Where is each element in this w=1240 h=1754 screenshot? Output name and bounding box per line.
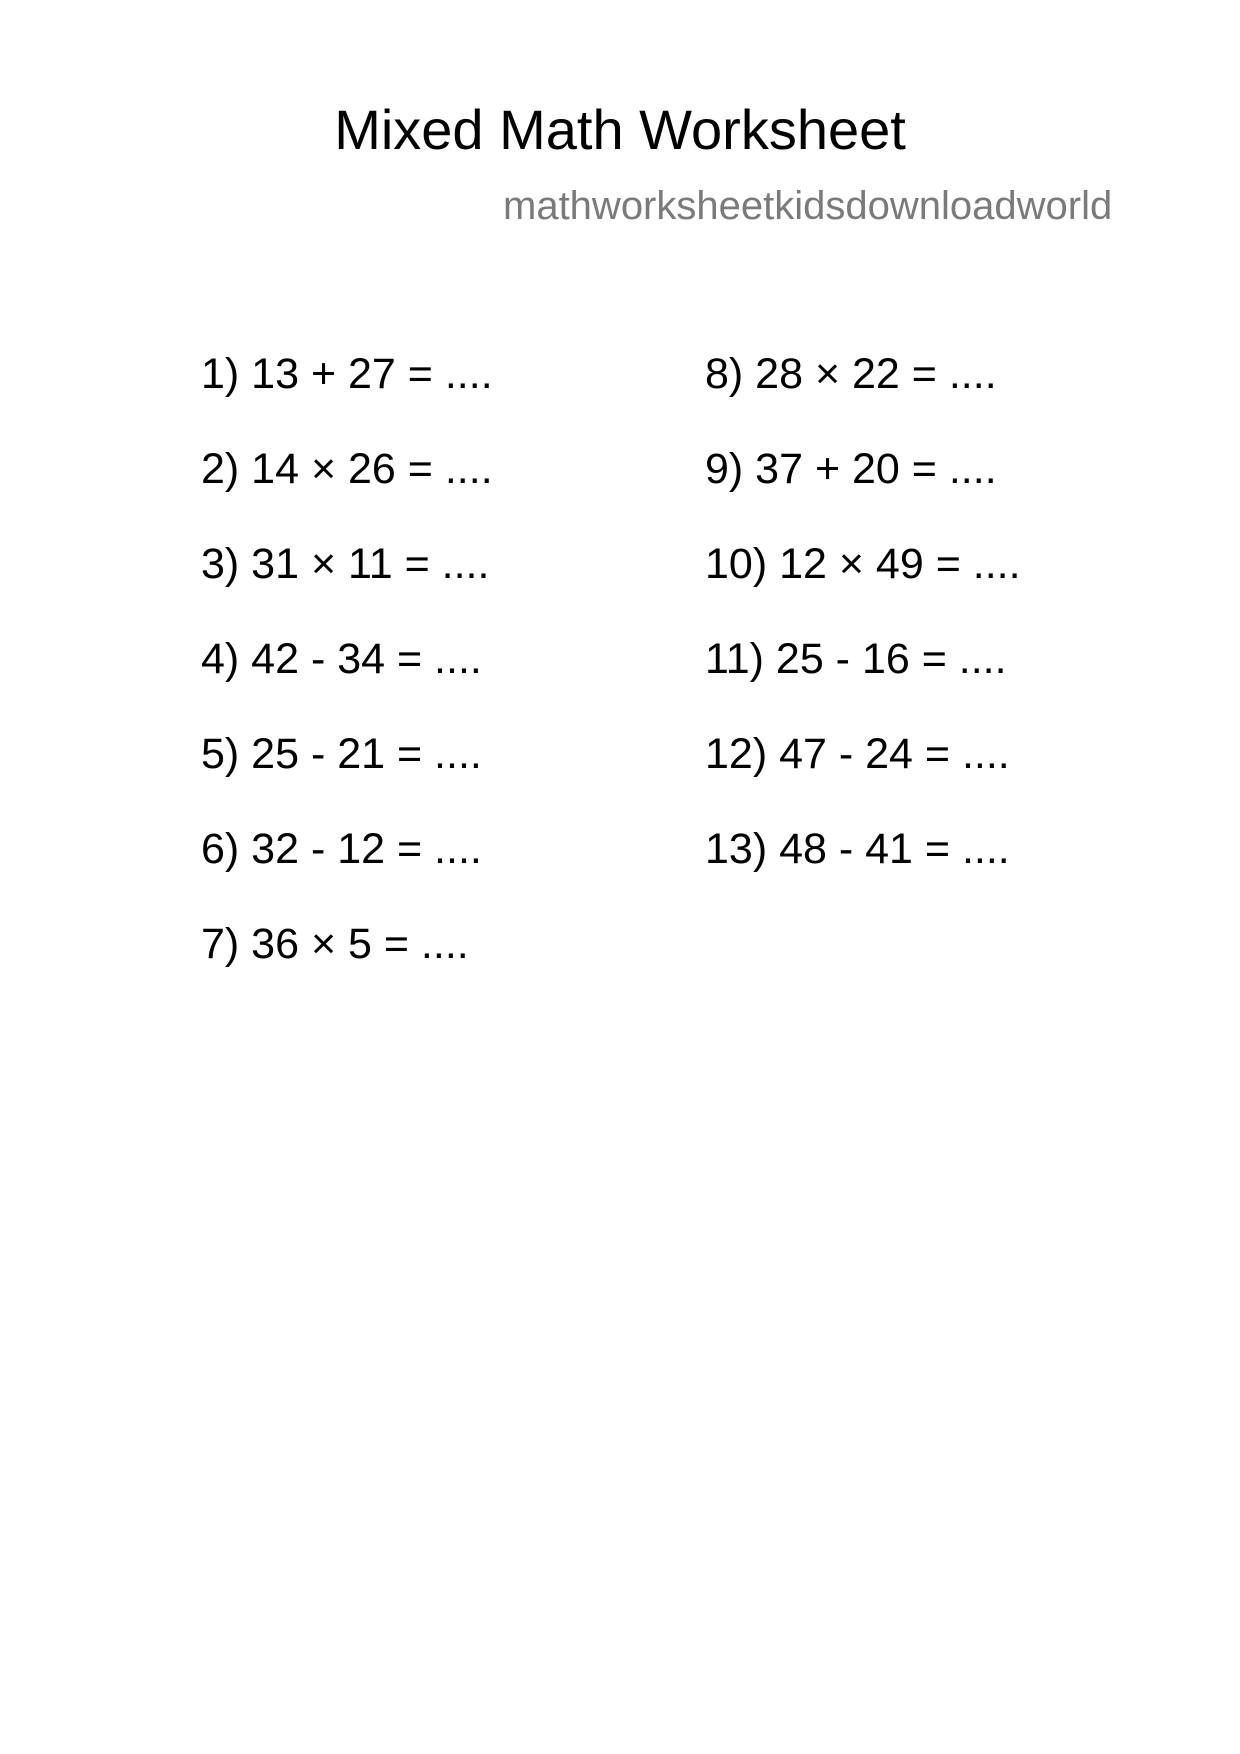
site-watermark: mathworksheetkidsdownloadworld — [503, 184, 1113, 228]
math-problem: 6) 32 - 12 = .... — [201, 825, 482, 873]
problem-column-right — [705, 349, 1021, 919]
math-problem: 10) 12 × 49 = .... — [705, 540, 1021, 588]
problem-column-left — [201, 349, 493, 1014]
math-problem: 2) 14 × 26 = .... — [201, 445, 493, 493]
math-problem: 12) 47 - 24 = .... — [705, 730, 1010, 778]
math-problem: 5) 25 - 21 = .... — [201, 730, 482, 778]
math-problem: 11) 25 - 16 = .... — [705, 635, 1007, 683]
math-problem: 4) 42 - 34 = .... — [201, 635, 482, 683]
math-problem: 1) 13 + 27 = .... — [201, 350, 493, 398]
page-title: Mixed Math Worksheet — [334, 98, 906, 161]
math-problem: 7) 36 × 5 = .... — [201, 920, 469, 968]
math-problem: 13) 48 - 41 = .... — [705, 825, 1010, 873]
math-problem: 9) 37 + 20 = .... — [705, 445, 997, 493]
math-problem: 3) 31 × 11 = .... — [201, 540, 490, 588]
math-problem: 8) 28 × 22 = .... — [705, 350, 997, 398]
